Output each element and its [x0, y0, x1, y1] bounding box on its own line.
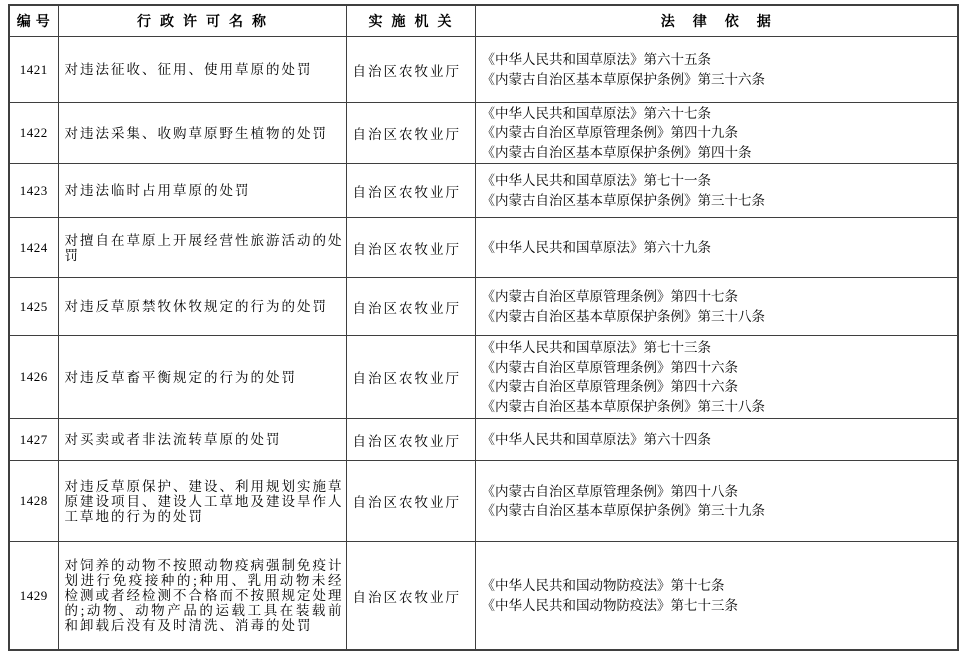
legal-line: 《内蒙古自治区草原管理条例》第四十九条 [481, 125, 738, 141]
table-row [9, 103, 958, 164]
table-row [9, 542, 958, 651]
license-agency: 自治区农牧业厅 [346, 37, 475, 103]
license-id: 1426 [9, 336, 58, 419]
license-name: 对买卖或者非法流转草原的处罚 [58, 419, 346, 461]
license-agency: 自治区农牧业厅 [346, 419, 475, 461]
license-agency: 自治区农牧业厅 [346, 278, 475, 336]
license-agency: 自治区农牧业厅 [346, 103, 475, 164]
col-header-legal: 法律依据 [475, 5, 958, 37]
legal-basis-cell [475, 103, 958, 164]
table-row [9, 419, 958, 461]
table-row [9, 164, 958, 218]
legal-line: 《中华人民共和国草原法》第七十一条 [481, 173, 711, 188]
license-name: 对违法征收、征用、使用草原的处罚 [58, 37, 346, 103]
legal-line: 《内蒙古自治区基本草原保护条例》第三十七条 [481, 192, 765, 208]
license-id: 1424 [9, 218, 58, 278]
license-agency: 自治区农牧业厅 [346, 461, 475, 542]
license-name: 对违反草原禁牧休牧规定的行为的处罚 [58, 278, 346, 336]
legal-basis-cell [475, 542, 958, 651]
license-agency: 自治区农牧业厅 [346, 542, 475, 651]
license-name: 对饲养的动物不按照动物疫病强制免疫计划进行免疫接种的;种用、乳用动物未经检测或者经检测不合格而不按照规定处理的;动物、动物产品的运载工具在装载前和卸载后没有及时清洗、消毒的处罚 [58, 542, 346, 651]
license-id: 1421 [9, 37, 58, 103]
license-id: 1429 [9, 542, 58, 651]
legal-line: 《中华人民共和国草原法》第六十七条 [481, 105, 711, 121]
license-agency: 自治区农牧业厅 [346, 336, 475, 419]
col-header-id: 编号 [9, 5, 58, 37]
legal-basis-cell [475, 164, 958, 218]
table-row [9, 336, 958, 419]
legal-line: 《中华人民共和国动物防疫法》第七十三条 [481, 597, 738, 613]
table-row [9, 37, 958, 103]
legal-line: 《内蒙古自治区基本草原保护条例》第三十八条 [481, 398, 765, 414]
legal-line: 《内蒙古自治区基本草原保护条例》第四十条 [481, 144, 752, 160]
legal-basis-cell [475, 218, 958, 278]
admin-license-table [8, 4, 959, 651]
legal-line: 《中华人民共和国草原法》第六十四条 [481, 431, 711, 447]
legal-basis-cell [475, 419, 958, 461]
license-name: 对违反草原保护、建设、利用规划实施草原建设项目、建设人工草地及建设旱作人工草地的行为的处罚 [58, 461, 346, 542]
legal-line: 《中华人民共和国草原法》第七十三条 [481, 340, 711, 355]
legal-line: 《内蒙古自治区基本草原保护条例》第三十九条 [481, 503, 765, 518]
legal-line: 《内蒙古自治区草原管理条例》第四十六条 [481, 359, 738, 375]
license-name: 对擅自在草原上开展经营性旅游活动的处罚 [58, 218, 346, 278]
license-id: 1425 [9, 278, 58, 336]
col-header-agency: 实施机关 [346, 5, 475, 37]
table-row [9, 278, 958, 336]
license-id: 1423 [9, 164, 58, 218]
legal-line: 《内蒙古自治区草原管理条例》第四十八条 [481, 483, 738, 499]
license-id: 1427 [9, 419, 58, 461]
legal-line: 《内蒙古自治区基本草原保护条例》第三十六条 [481, 71, 765, 87]
license-agency: 自治区农牧业厅 [346, 164, 475, 218]
col-header-name: 行政许可名称 [58, 5, 346, 37]
license-name: 对违反草畜平衡规定的行为的处罚 [58, 336, 346, 419]
legal-basis-cell [475, 461, 958, 542]
header-row [9, 5, 958, 37]
legal-line: 《中华人民共和国草原法》第六十九条 [481, 239, 711, 255]
legal-line: 《中华人民共和国动物防疫法》第十七条 [481, 578, 725, 593]
table-row [9, 461, 958, 542]
legal-line: 《中华人民共和国草原法》第六十五条 [481, 52, 711, 67]
legal-line: 《内蒙古自治区草原管理条例》第四十六条 [481, 379, 738, 394]
legal-line: 《内蒙古自治区草原管理条例》第四十七条 [481, 289, 738, 304]
license-id: 1422 [9, 103, 58, 164]
license-name: 对违法临时占用草原的处罚 [58, 164, 346, 218]
legal-basis-cell [475, 278, 958, 336]
legal-basis-cell [475, 37, 958, 103]
license-agency: 自治区农牧业厅 [346, 218, 475, 278]
table-row [9, 218, 958, 278]
license-name: 对违法采集、收购草原野生植物的处罚 [58, 103, 346, 164]
license-id: 1428 [9, 461, 58, 542]
legal-basis-cell [475, 336, 958, 419]
legal-line: 《内蒙古自治区基本草原保护条例》第三十八条 [481, 308, 765, 324]
